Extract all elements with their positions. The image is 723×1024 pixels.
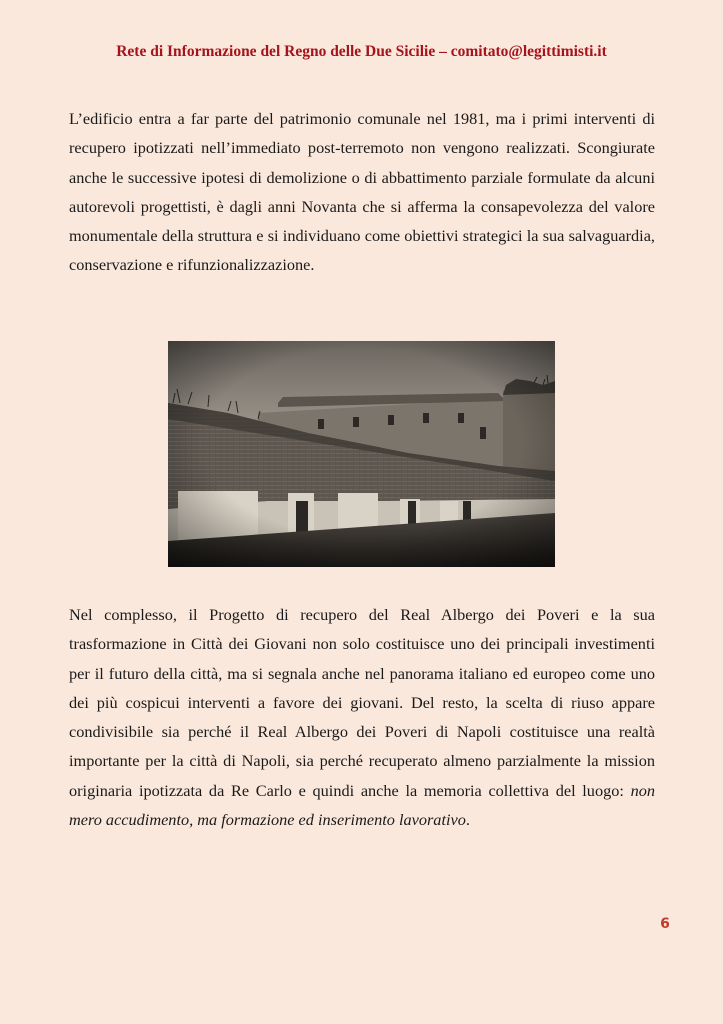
page-number: 6	[660, 916, 670, 932]
page-header: Rete di Informazione del Regno delle Due Sicilie – comitato@legittimisti.it	[116, 43, 607, 60]
paragraph-1: L’edificio entra a far parte del patrimonio comunale nel 1981, ma i primi interventi di recupero ipotizzati nell’immediato post-terremoto non vengono realizzati. Scongiurate anche le successive ipotesi di demolizione o di abbattimento parziale formulate da alcuni autorevoli progettisti, è dagli anni Novanta che si afferma la consapevolezza del valore monumentale della struttura e si individuano come obiettivi strategici la sua salvaguardia, conservazione e rifunzionalizzazione.	[69, 109, 655, 275]
ruins-photo	[168, 341, 555, 567]
paragraph-2	[69, 600, 655, 834]
paragraph-2-end: .	[465, 810, 470, 830]
paragraph-2-text: Nel complesso, il Progetto di recupero del Real Albergo dei Poveri e la sua trasformazione in Città dei Giovani non solo costituisce uno dei principali investimenti per il futuro della città, ma si segnala anche nel panorama italiano ed europeo come uno dei più cospicui interventi a favore dei giovani. Del resto, la scelta di riuso appare condivisibile sia perché il Real Albergo dei Poveri di Napoli costituisce una realtà importante per la città di Napoli, sia perché recuperato almeno parzialmente la mission originaria ipotizzata da Re Carlo e quindi anche la memoria collettiva del luogo:	[69, 605, 655, 800]
paragraph-2-italic: non mero accudimento, ma formazione ed inserimento lavorativo	[69, 780, 655, 830]
